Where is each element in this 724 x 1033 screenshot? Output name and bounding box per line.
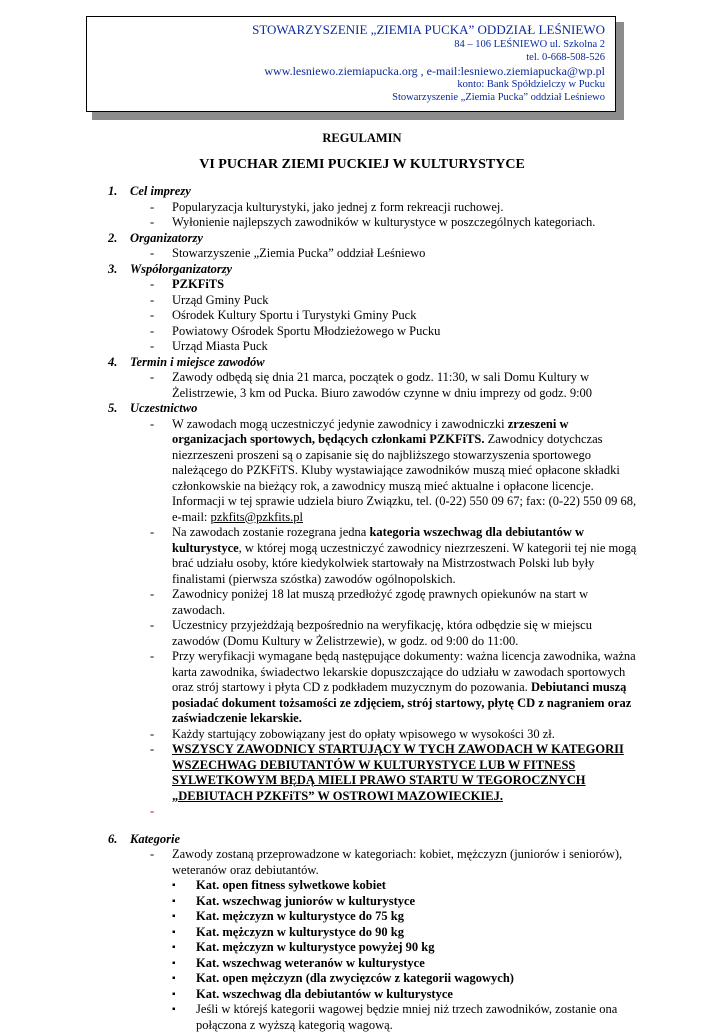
section-heading: 2. Organizatorzy bbox=[108, 230, 203, 245]
dash-marker: - bbox=[150, 742, 155, 756]
category-note: ▪ Jeśli w którejś kategorii wagowej będzie mniej niż trzech zawodników, zostanie ona połączona z wyższą kategorią wagową. bbox=[172, 1002, 618, 1032]
section-heading: 3. Współorganizatorzy bbox=[108, 261, 233, 276]
dash-marker: - bbox=[150, 804, 155, 818]
org-address: 84 – 106 LEŚNIEWO ul. Szkolna 2 bbox=[454, 39, 605, 50]
section-heading: 5. Uczestnictwo bbox=[108, 401, 198, 415]
org-bank: konto: Bank Spółdzielczy w Pucku bbox=[457, 79, 605, 90]
list-item: - Zawody odbędą się dnia 21 marca, początek o godz. 11:30, w sali Domu Kultury w Żelistrzewie, 3 km od Pucka. Biuro zawodów czynne w dniu imprezy od godz. 9:00 bbox=[150, 370, 593, 400]
list-item: - Zawody zostaną przeprowadzone w kategoriach: kobiet, mężczyzn (juniorów i seniorów), weteranów oraz debiutantów. bbox=[150, 847, 623, 877]
list-item: - WSZYSCY ZAWODNICY STARTUJĄCY W TYCH ZAWODACH W KATEGORII WSZECHWAG DEBIUTANTÓW W KULTURYSTYCE LUB W FITNESS SYLWETKOWYM BĘDĄ MIELI PRAWO STARTU W TEGOROCZNYCH „DEBIUTACH PZKFiTS” W OSTROWI MAZOWIECKIEJ. bbox=[150, 742, 624, 803]
category-item: ▪ Kat. mężczyzn w kulturystyce do 90 kg bbox=[172, 924, 404, 939]
doc-title: REGULAMIN bbox=[322, 131, 402, 145]
list-item: - Każdy startujący zobowiązany jest do opłaty wpisowego w wysokości 30 zł. bbox=[150, 726, 555, 741]
list-item: - Uczestnicy przyjeżdżają bezpośrednio na weryfikację, która odbędzie się w miejscu zawodów (Domu Kultury w Żelistrzewie), w godz. od 9:00 do 11:00. bbox=[150, 618, 592, 648]
document-body bbox=[108, 184, 640, 1033]
section-heading: 1. Cel imprezy bbox=[108, 184, 191, 198]
category-item: ▪ Kat. mężczyzn w kulturystyce do 75 kg bbox=[172, 909, 404, 923]
category-item: ▪ Kat. mężczyzn w kulturystyce powyżej 90 kg bbox=[172, 940, 435, 954]
list-item: - Urząd Miasta Puck bbox=[150, 339, 268, 353]
list-item: - PZKFiTS bbox=[150, 277, 225, 291]
bullet-marker: ▪ bbox=[172, 988, 176, 1000]
letterhead bbox=[86, 16, 616, 112]
list-item: - Zawodnicy poniżej 18 lat muszą przedłożyć zgodę prawnych opiekunów na start w zawodach. bbox=[150, 587, 589, 617]
dash-marker: - bbox=[150, 649, 155, 663]
bullet-marker: ▪ bbox=[172, 895, 176, 907]
category-item: ▪ Kat. wszechwag weteranów w kulturystyce bbox=[172, 955, 425, 970]
list-item: - Wyłonienie najlepszych zawodników w kulturystyce w poszczególnych kategoriach. bbox=[150, 215, 596, 229]
dash-marker: - bbox=[150, 847, 155, 861]
dash-marker: - bbox=[150, 416, 155, 431]
bullet-marker: ▪ bbox=[172, 1004, 176, 1015]
dash-marker: - bbox=[150, 587, 155, 601]
org-web-email[interactable]: www.lesniewo.ziemiapucka.org , e-mail:lesniewo.ziemiapucka@wp.pl bbox=[264, 64, 605, 78]
org-branch: Stowarzyszenie „Ziemia Pucka” oddział Leśniewo bbox=[392, 92, 605, 103]
list-item: - Popularyzacja kulturystyki, jako jednej z form rekreacji ruchowej. bbox=[150, 199, 504, 214]
dash-marker: - bbox=[150, 215, 155, 229]
category-item: ▪ Kat. open fitness sylwetkowe kobiet bbox=[172, 878, 386, 892]
list-item: - Na zawodach zostanie rozegrana jedna kategoria wszechwag dla debiutantów w kulturystyce, w której mogą uczestniczyć zawodnicy niezrzeszeni. W kategorii tej nie mogą brać udziału osoby, które kiedykolwiek startowały na Mistrzostwach Polski lub były finalistami (pierwsza szóstka) zawodów ogólnopolskich. bbox=[150, 525, 637, 586]
dash-marker: - bbox=[150, 370, 155, 384]
dash-marker: - bbox=[150, 292, 155, 307]
dash-marker: - bbox=[150, 277, 155, 291]
list-item: - W zawodach mogą uczestniczyć jedynie zawodnicy i zawodniczki zrzeszeni w organizacjach sportowych, będących członkami PZKFiTS. Zawodnicy dotychczas niezrzeszeni proszeni są o zapisanie się do najbliższego stowarzyszenia sportowego należącego do PZKFiTS. Kluby wystawiające zawodników muszą mieć opłacone składki członkowskie na bieżący rok, a zawodnicy muszą mieć aktualne i opłacone licencje. Informacji w tej sprawie udziela biuro Związku, tel. (0-22) 550 09 67; fax: (0-22) 550 09 68, e-mail: pzkfits@pzkfits.pl bbox=[150, 416, 637, 524]
dash-marker: - bbox=[150, 323, 155, 338]
list-item: - Urząd Gminy Puck bbox=[150, 292, 269, 307]
org-phone: tel. 0-668-508-526 bbox=[526, 52, 605, 63]
dash-marker: - bbox=[150, 308, 155, 322]
category-item: ▪ Kat. open mężczyzn (dla zwycięzców z kategorii wagowych) bbox=[172, 971, 514, 985]
section-heading: 4. Termin i miejsce zawodów bbox=[108, 354, 265, 369]
category-item: ▪ Kat. wszechwag dla debiutantów w kulturystyce bbox=[172, 986, 453, 1001]
section-heading: 6. Kategorie bbox=[108, 831, 180, 846]
dash-marker: - bbox=[150, 246, 155, 260]
list-item: - Powiatowy Ośrodek Sportu Młodzieżowego w Pucku bbox=[150, 323, 441, 338]
list-item: - Przy weryfikacji wymagane będą następujące dokumenty: ważna licencja zawodnika, ważna karta zawodnika, świadectwo lekarskie dopuszczające do udziału w zawodach sportowych oraz strój startowy i płyta CD z podkładem muzycznym do pozowania. Debiutanci muszą posiadać dokument tożsamości ze zdjęciem, strój startowy, płytę CD z nagraniem oraz zaświadczenie lekarskie. bbox=[150, 649, 636, 725]
bullet-marker: ▪ bbox=[172, 973, 176, 984]
bullet-marker: ▪ bbox=[172, 957, 176, 969]
bullet-marker: ▪ bbox=[172, 880, 176, 891]
category-item: ▪ Kat. wszechwag juniorów w kulturystyce bbox=[172, 893, 416, 908]
bullet-marker: ▪ bbox=[172, 942, 176, 953]
email-link[interactable]: pzkfits@pzkfits.pl bbox=[210, 509, 303, 524]
doc-subtitle: VI PUCHAR ZIEMI PUCKIEJ W KULTURYSTYCE bbox=[199, 157, 525, 172]
list-item-empty bbox=[108, 804, 640, 820]
bullet-marker: ▪ bbox=[172, 911, 176, 922]
dash-marker: - bbox=[150, 726, 155, 741]
list-item: - Stowarzyszenie „Ziemia Pucka” oddział Leśniewo bbox=[150, 246, 426, 260]
dash-marker: - bbox=[150, 618, 155, 632]
bullet-marker: ▪ bbox=[172, 926, 176, 938]
dash-marker: - bbox=[150, 525, 155, 539]
dash-marker: - bbox=[150, 339, 155, 353]
list-item: - Ośrodek Kultury Sportu i Turystyki Gminy Puck bbox=[150, 308, 417, 322]
org-name: STOWARZYSZENIE „ZIEMIA PUCKA” ODDZIAŁ LEŚNIEWO bbox=[252, 22, 605, 37]
dash-marker: - bbox=[150, 199, 155, 214]
spacer bbox=[108, 820, 640, 832]
